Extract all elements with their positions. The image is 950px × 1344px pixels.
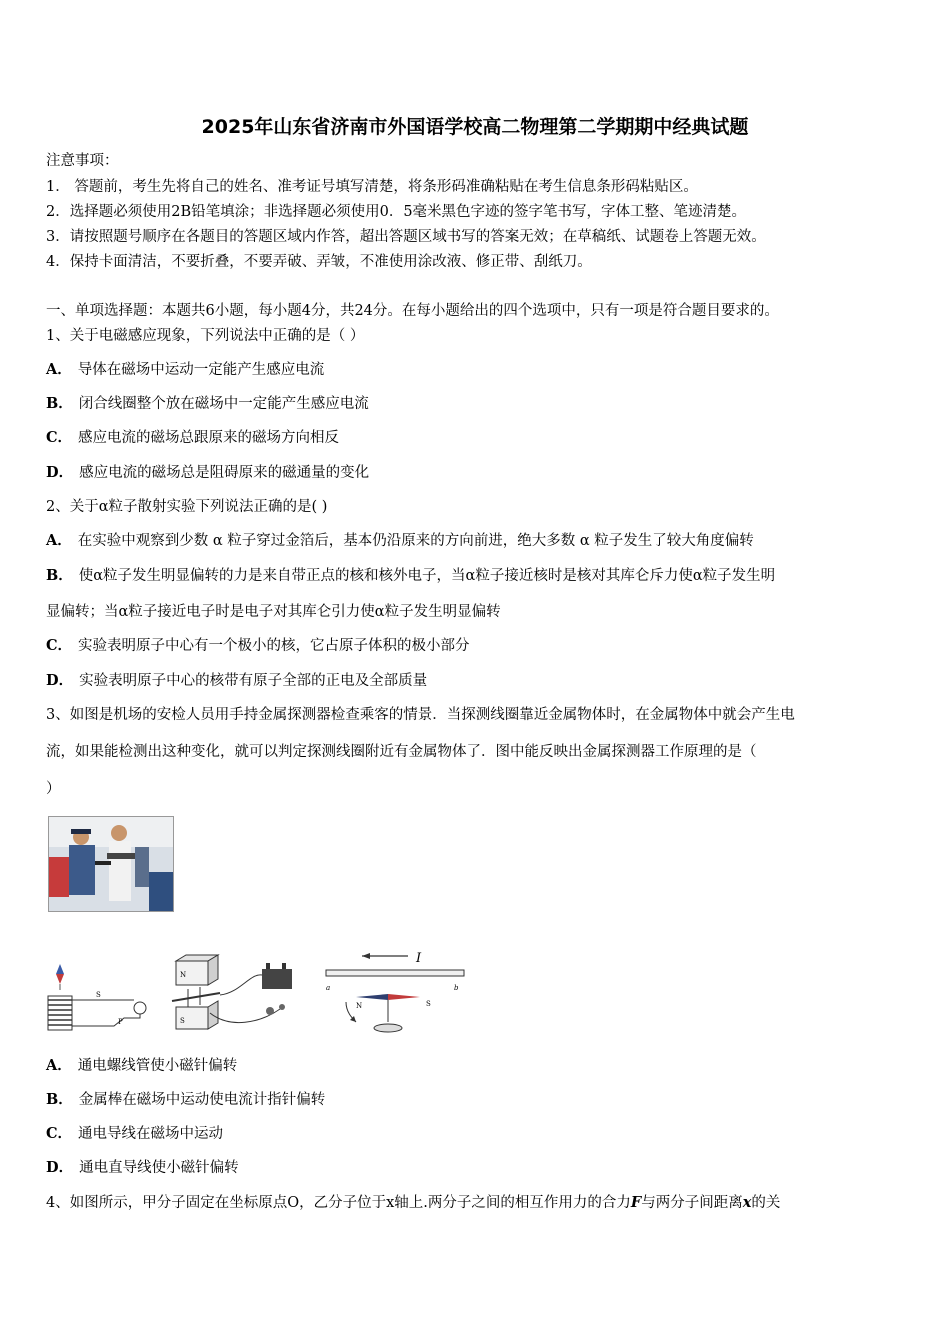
var-f: F (630, 1194, 642, 1211)
q4-stem-part: 的关 (751, 1195, 781, 1211)
option-text: 在实验中观察到少数 α 粒子穿过金箔后，基本仍沿原来的方向前进，绝大多数 α 粒子发生了较大角度偏转 (77, 533, 754, 549)
option-b (46, 567, 775, 585)
option-letter: D． (46, 1159, 74, 1176)
option-a (46, 1057, 237, 1075)
option-d (46, 672, 427, 690)
option-letter: B． (46, 567, 73, 584)
option-letter: B． (46, 395, 73, 412)
notice-item: 1． 答题前，考生先将自己的姓名、准考证号填写清楚，将条形码准确粘贴在考生信息条形码粘贴区。 (46, 179, 698, 195)
option-b-continued (46, 603, 501, 621)
option-letter: C． (46, 637, 73, 654)
svg-text:N: N (180, 971, 187, 979)
rod-in-field-diagram (170, 953, 315, 1037)
option-text: 感应电流的磁场总是阻碍原来的磁通量的变化 (79, 465, 370, 481)
north-label: N (356, 1002, 363, 1010)
option-text: 实验表明原子中心有一个极小的核，它占原子体积的极小部分 (78, 638, 470, 654)
question-stem: 1、关于电磁感应现象，下列说法中正确的是（ ） (46, 328, 365, 344)
option-a (46, 361, 324, 379)
page-title: 2025年山东省济南市外国语学校高二物理第二学期期中经典试题 (201, 116, 749, 138)
option-letter: C． (46, 429, 73, 446)
section-heading: 一、单项选择题：本题共6小题，每小题4分，共24分。在每小题给出的四个选项中，只有一项是符合题目要求的。 (46, 303, 779, 319)
current-label: I (416, 951, 422, 966)
option-a (46, 532, 754, 550)
option-text: 导体在磁场中运动一定能产生感应电流 (77, 362, 325, 378)
question-stem-continued: ） (46, 781, 61, 797)
security-check-photo (48, 816, 174, 912)
option-d (46, 464, 369, 482)
option-letter: B． (46, 1091, 73, 1108)
option-text: 通电直导线使小磁针偏转 (79, 1160, 239, 1176)
wire-compass-diagram (322, 942, 468, 1038)
option-text: 闭合线圈整个放在磁场中一定能产生感应电流 (78, 396, 369, 412)
solenoid-circuit-figure (44, 960, 154, 1036)
question-stem: 3、如图是机场的安检人员用手持金属探测器检查乘客的情景．当探测线圈靠近金属物体时，在金属物体中就会产生电 (46, 707, 795, 723)
option-c (46, 637, 470, 655)
galvanometer-rod-figure (170, 953, 315, 1037)
option-text: 金属棒在磁场中运动使电流计指针偏转 (78, 1092, 326, 1108)
option-c (46, 1125, 223, 1143)
end-a-label: a (326, 984, 331, 992)
solenoid-compass-diagram (44, 960, 154, 1036)
var-x: x (742, 1194, 752, 1211)
question-stem: 2、关于α粒子散射实验下列说法正确的是( ) (46, 499, 328, 515)
q4-stem-part: 4、如图所示，甲分子固定在坐标原点O，乙分子位于x轴上.两分子之间的相互作用力的合力 (46, 1195, 631, 1211)
notice-item: 4．保持卡面清洁，不要折叠，不要弄破、弄皱，不准使用涂改液、修正带、刮纸刀。 (46, 254, 592, 270)
notice-heading: 注意事项： (46, 153, 119, 169)
svg-text:S: S (180, 1017, 185, 1025)
option-d (46, 1159, 239, 1177)
option-b (46, 1091, 325, 1109)
q4-stem-part: 与两分子间距离 (641, 1195, 743, 1211)
question-stem-continued: 流，如果能检测出这种变化，就可以判定探测线圈附近有金属物体了．图中能反映出金属探测器工作原理的是（ (46, 744, 757, 760)
option-text: 使α粒子发生明显偏转的力是来自带正点的核和核外电子，当α粒子接近核时是核对其库仑斥力使α粒子发生明 (78, 568, 776, 584)
south-label: S (426, 1000, 431, 1008)
option-text: 通电螺线管使小磁针偏转 (77, 1058, 238, 1074)
svg-text:S: S (96, 991, 101, 999)
option-letter: D． (46, 672, 74, 689)
end-b-label: b (454, 984, 459, 992)
option-letter: A． (46, 361, 72, 378)
option-text: 实验表明原子中心的核带有原子全部的正电及全部质量 (79, 673, 428, 689)
option-text: 显偏转；当α粒子接近电子时是电子对其库仑引力使α粒子发生明显偏转 (46, 604, 501, 620)
option-letter: D． (46, 464, 74, 481)
svg-text:P: P (118, 1018, 123, 1026)
option-letter: A． (46, 1057, 72, 1074)
question-stem (46, 1194, 780, 1212)
option-letter: A． (46, 532, 72, 549)
option-b (46, 395, 369, 413)
option-c (46, 429, 339, 447)
option-text: 通电导线在磁场中运动 (78, 1126, 224, 1142)
notice-item: 3．请按照题号顺序在各题目的答题区域内作答，超出答题区域书写的答案无效；在草稿纸、试题卷上答题无效。 (46, 229, 766, 245)
security-check-illustration (49, 817, 173, 911)
straight-wire-figure (322, 942, 468, 1038)
notice-item: 2．选择题必须使用2B铅笔填涂；非选择题必须使用0．5毫米黑色字迹的签字笔书写，字体工整、笔迹清楚。 (46, 204, 747, 220)
option-letter: C． (46, 1125, 73, 1142)
option-text: 感应电流的磁场总跟原来的磁场方向相反 (78, 430, 340, 446)
